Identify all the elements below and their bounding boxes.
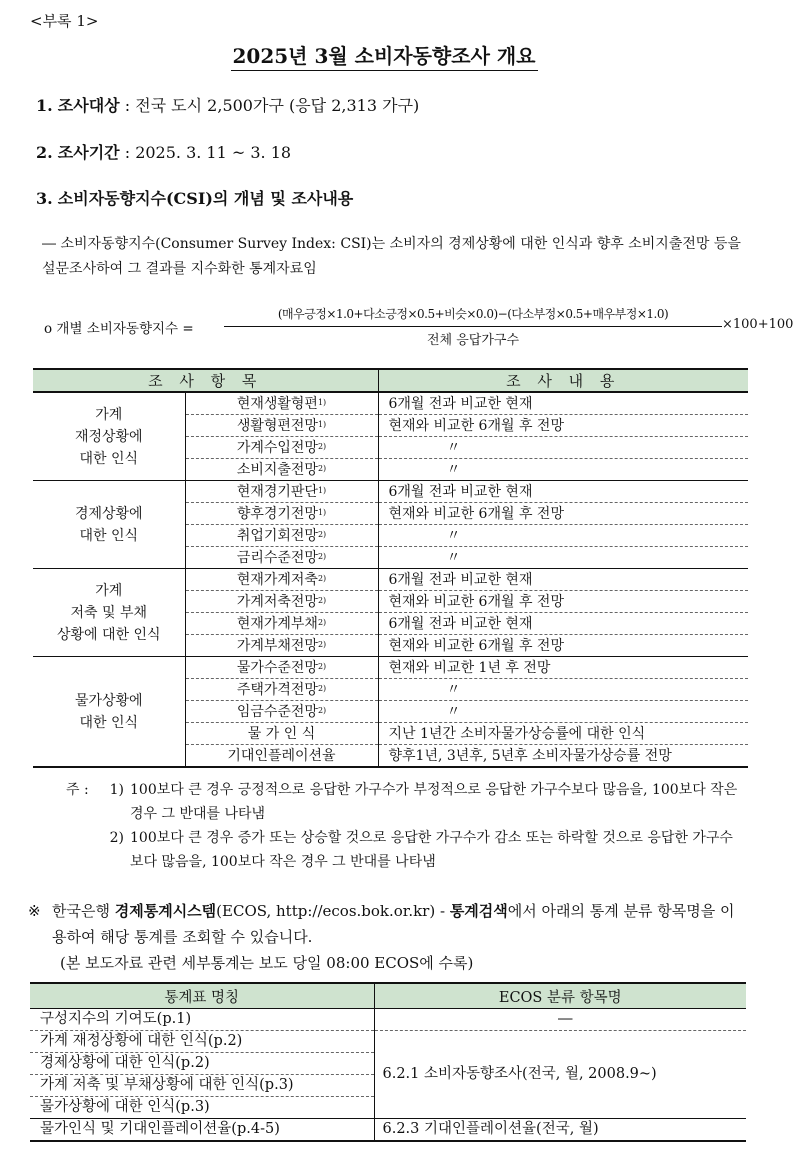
survey-items-table <box>33 368 748 768</box>
section-number: 2. <box>36 143 53 162</box>
survey-item-label: 현재가계부채 <box>236 615 318 632</box>
survey-item-label: 현재경기판단 <box>236 483 318 500</box>
survey-item <box>185 635 378 657</box>
survey-item-label: 금리수준전망 <box>236 549 318 566</box>
survey-group-line: 가계 <box>95 582 123 599</box>
survey-row <box>33 657 748 679</box>
survey-item-content: 6개월 전과 비교한 현재 <box>378 613 748 635</box>
survey-group-line: 저축 및 부채 <box>70 604 148 621</box>
survey-group-line: 물가상황에 <box>74 692 143 709</box>
survey-row <box>33 392 748 415</box>
ecos-row-name: 물가상황에 대한 인식(p.3) <box>30 1097 374 1119</box>
survey-item <box>185 415 378 437</box>
survey-item-content: 현재와 비교한 6개월 후 전망 <box>378 635 748 657</box>
survey-item-label: 기대인플레이션율 <box>227 747 336 764</box>
survey-item <box>185 481 378 503</box>
footnote-marker: 2) <box>317 529 327 539</box>
section-value: : 2025. 3. 11 ~ 3. 18 <box>119 143 292 162</box>
survey-item-content: 지난 1년간 소비자물가상승률에 대한 인식 <box>378 723 748 745</box>
survey-item-label: 취업기회전망 <box>236 527 318 544</box>
footnote-marker: 2) <box>317 661 327 671</box>
survey-group-line: 가계 <box>95 406 123 423</box>
section-csi <box>36 186 353 209</box>
survey-item-label: 임금수준전망 <box>236 703 318 720</box>
ecos-row-item: ― <box>374 1009 746 1031</box>
survey-item-label: 가계수입전망 <box>236 439 318 456</box>
formula-tail: ×100+100 <box>722 317 793 332</box>
ecos-search-label: 통계검색 <box>449 902 508 920</box>
survey-group-line: 대한 인식 <box>79 714 139 731</box>
footnote-marker: 2) <box>317 617 327 627</box>
ecos-row-name: 경제상황에 대한 인식(p.2) <box>30 1053 374 1075</box>
survey-group-name <box>33 392 185 481</box>
notes <box>66 778 746 874</box>
survey-item-content: 현재와 비교한 1년 후 전망 <box>378 657 748 679</box>
ecos-table <box>30 982 746 1142</box>
survey-item-label: 현재생활형편 <box>236 395 318 412</box>
survey-item-content: 〃 <box>378 437 748 459</box>
survey-group-line: 재정상황에 <box>74 428 143 445</box>
csi-formula <box>44 305 793 355</box>
survey-item-label: 현재가계저축 <box>236 571 318 588</box>
footnote-marker: 1) <box>317 507 327 517</box>
survey-item <box>185 525 378 547</box>
footnote-marker: 2) <box>317 573 327 583</box>
section-target <box>36 93 419 116</box>
survey-item <box>185 745 378 768</box>
csi-definition: ― 소비자동향지수(Consumer Survey Index: CSI)는 소비자의 경제상황에 대한 인식과 향후 소비지출전망 등을 설문조사하여 그 결과를 지수화한 통계자료임 <box>42 236 741 277</box>
survey-item-label: 주택가격전망 <box>236 681 318 698</box>
section-value: : 전국 도시 2,500가구 (응답 2,313 가구) <box>119 96 420 115</box>
survey-item-content: 6개월 전과 비교한 현재 <box>378 481 748 503</box>
note-number: 1) <box>109 782 124 798</box>
survey-item-content: 〃 <box>378 679 748 701</box>
survey-item <box>185 392 378 415</box>
appendix-label: <부록 1> <box>30 12 99 30</box>
ecos-header-item-name: ECOS 분류 항목명 <box>374 983 746 1009</box>
ecos-reference <box>28 898 748 976</box>
footnote-marker: 2) <box>317 463 327 473</box>
ecos-row-name: 물가인식 및 기대인플레이션율(p.4-5) <box>30 1119 374 1142</box>
survey-item-content: 6개월 전과 비교한 현재 <box>378 392 748 415</box>
footnote-marker: 2) <box>317 441 327 451</box>
survey-item <box>185 547 378 569</box>
survey-item <box>185 679 378 701</box>
section-number: 3. <box>36 189 53 208</box>
footnote-marker: 2) <box>317 639 327 649</box>
note-number: 2) <box>109 830 124 846</box>
survey-item-label: 가계부채전망 <box>236 637 318 654</box>
survey-item-content: 〃 <box>378 701 748 723</box>
survey-item-label: 물 가 인 식 <box>247 725 316 742</box>
formula-numerator: (매우긍정×1.0+다소긍정×0.5+비슷×0.0)−(다소부정×0.5+매우부정×1.0) <box>224 305 722 327</box>
ecos-header-table-name: 통계표 명칭 <box>30 983 374 1009</box>
note-2: 100보다 큰 경우 증가 또는 상승할 것으로 응답한 가구수가 감소 또는 하락할 것으로 응답한 가구수보다 많음을, 100보다 작은 경우 그 반대를 나타냄 <box>130 830 733 870</box>
survey-item <box>185 503 378 525</box>
survey-item-content: 〃 <box>378 525 748 547</box>
survey-item-content: 6개월 전과 비교한 현재 <box>378 569 748 591</box>
ecos-note: (본 보도자료 관련 세부통계는 보도 당일 08:00 ECOS에 수록) <box>60 954 474 972</box>
survey-item-content: 〃 <box>378 459 748 481</box>
ecos-row-item: 6.2.1 소비자동향조사(전국, 월, 2008.9~) <box>374 1031 746 1119</box>
ecos-post: 에서 아래의 통계 분류 항목명을 이용하여 해당 통계를 조회할 수 있습니다. <box>52 902 735 946</box>
survey-item-content: 향후1년, 3년후, 5년후 소비자물가상승률 전망 <box>378 745 748 768</box>
notes-label: 주 : <box>66 782 89 798</box>
section-label: 조사대상 <box>57 96 120 115</box>
survey-item-content: 현재와 비교한 6개월 후 전망 <box>378 591 748 613</box>
formula-label: o 개별 소비자동향지수 = <box>44 321 194 337</box>
header-survey-item: 조 사 항 목 <box>33 369 378 392</box>
survey-row <box>33 569 748 591</box>
survey-item-content: 〃 <box>378 547 748 569</box>
survey-group-line: 경제상황에 <box>74 505 143 522</box>
ecos-system-name: 경제통계시스템 <box>114 902 217 920</box>
survey-group-name <box>33 657 185 768</box>
survey-item <box>185 437 378 459</box>
ecos-pre: 한국은행 <box>52 902 115 920</box>
survey-item-content: 현재와 비교한 6개월 후 전망 <box>378 415 748 437</box>
section-label: 조사기간 <box>57 143 120 162</box>
survey-item <box>185 723 378 745</box>
header-survey-content: 조 사 내 용 <box>378 369 748 392</box>
ecos-row-name: 가계 재정상황에 대한 인식(p.2) <box>30 1031 374 1053</box>
section-number: 1. <box>36 96 53 115</box>
footnote-marker: 1) <box>317 397 327 407</box>
survey-item-label: 향후경기전망 <box>236 505 318 522</box>
survey-group-name <box>33 481 185 569</box>
survey-item-label: 가계저축전망 <box>236 593 318 610</box>
survey-row <box>33 481 748 503</box>
ecos-row-item: 6.2.3 기대인플레이션율(전국, 월) <box>374 1119 746 1142</box>
ecos-row-name: 가계 저축 및 부채상황에 대한 인식(p.3) <box>30 1075 374 1097</box>
survey-item-label: 물가수준전망 <box>236 659 318 676</box>
footnote-marker: 1) <box>317 419 327 429</box>
section-period <box>36 140 291 163</box>
page-title-text: 2025년 3월 소비자동향조사 개요 <box>231 44 538 71</box>
footnote-marker: 2) <box>317 551 327 561</box>
survey-item <box>185 613 378 635</box>
survey-item-content: 현재와 비교한 6개월 후 전망 <box>378 503 748 525</box>
page-title <box>0 40 768 69</box>
survey-item <box>185 657 378 679</box>
survey-group-name <box>33 569 185 657</box>
survey-group-line: 대한 인식 <box>79 527 139 544</box>
note-1: 100보다 큰 경우 긍정적으로 응답한 가구수가 부정적으로 응답한 가구수보다 많음을, 100보다 작은 경우 그 반대를 나타냄 <box>130 782 738 822</box>
survey-item <box>185 591 378 613</box>
ecos-row-name: 구성지수의 기여도(p.1) <box>30 1009 374 1031</box>
survey-item <box>185 701 378 723</box>
section-label: 소비자동향지수(CSI)의 개념 및 조사내용 <box>57 189 354 208</box>
footnote-marker: 1) <box>317 485 327 495</box>
footnote-marker: 2) <box>317 595 327 605</box>
survey-item <box>185 459 378 481</box>
survey-item-label: 소비지출전망 <box>236 461 318 478</box>
survey-item <box>185 569 378 591</box>
footnote-marker: 2) <box>317 705 327 715</box>
survey-item-label: 생활형편전망 <box>236 417 318 434</box>
footnote-marker: 2) <box>317 683 327 693</box>
survey-group-line: 상황에 대한 인식 <box>56 626 161 643</box>
formula-denominator: 전체 응답가구수 <box>426 333 520 348</box>
reference-mark: ※ <box>28 902 41 920</box>
ecos-url: (ECOS, http://ecos.bok.or.kr) - <box>216 902 450 920</box>
survey-group-line: 대한 인식 <box>79 450 139 467</box>
